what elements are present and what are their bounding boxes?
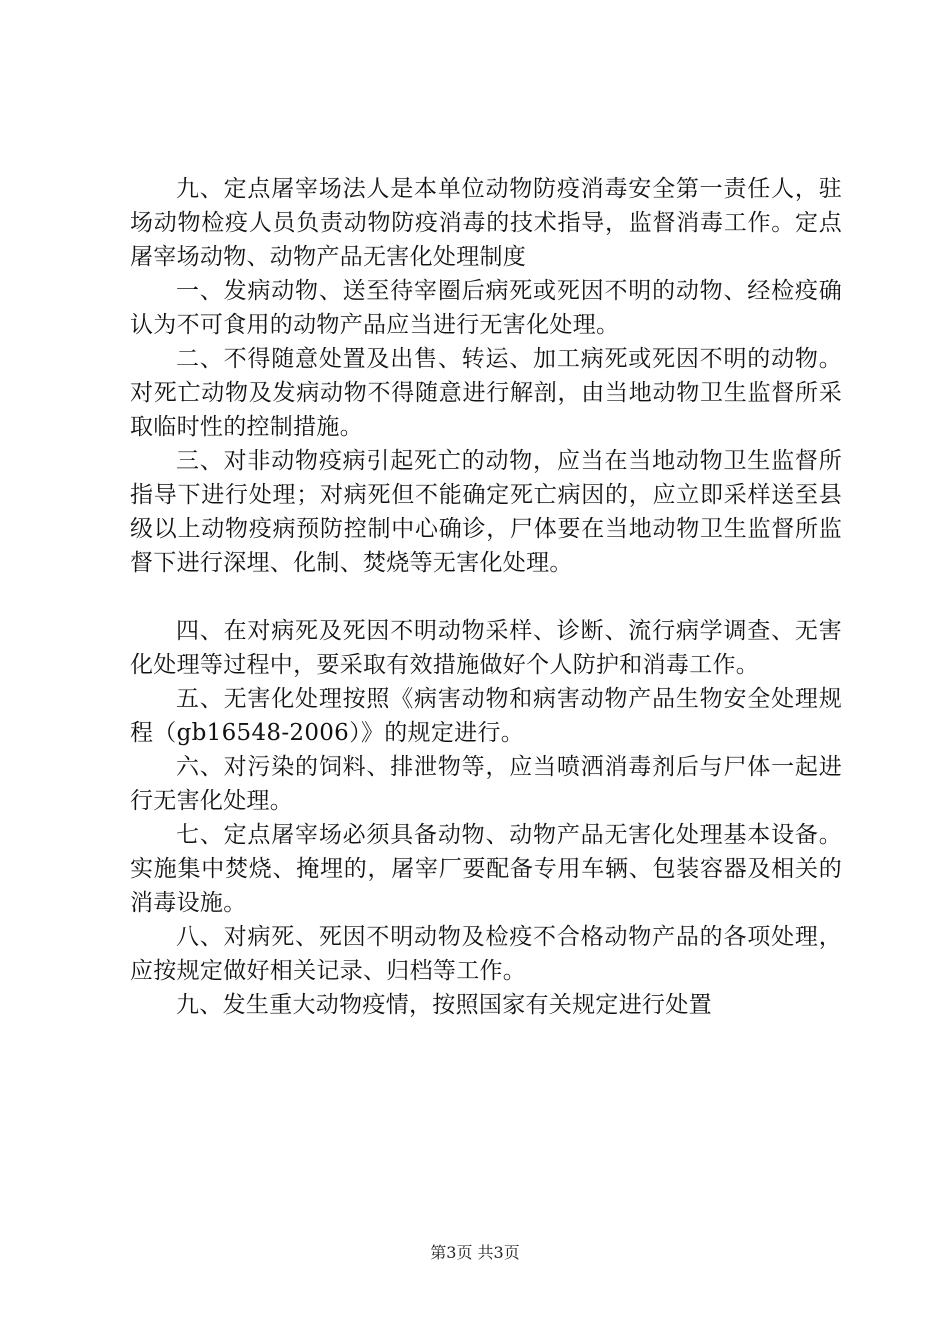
paragraph-rule-6: 六、对污染的饲料、排泄物等，应当喷洒消毒剂后与尸体一起进行无害化处理。: [130, 754, 842, 814]
paragraph-rule-9-responsibility: 九、定点屠宰场法人是本单位动物防疫消毒安全第一责任人，驻场动物检疫人员负责动物防疫消毒的技术指导，监督消毒工作。定点屠宰场动物、动物产品无害化处理制度: [130, 176, 842, 270]
paragraph-rule-5: 五、无害化处理按照《病害动物和病害动物产品生物安全处理规程（gb16548-2006）》的规定进行。: [130, 686, 842, 746]
paragraph-rule-9-major-epidemic: 九、发生重大动物疫情，按照国家有关规定进行处置: [176, 992, 712, 1018]
page-footer: [0, 1243, 950, 1263]
paragraph-rule-7: 七、定点屠宰场必须具备动物、动物产品无害化处理基本设备。实施集中焚烧、掩埋的，屠宰厂要配备专用车辆、包装容器及相关的消毒设施。: [130, 822, 842, 916]
paragraph-spacer: [130, 580, 842, 614]
document-body: [130, 172, 842, 1022]
paragraph-rule-3: 三、对非动物疫病引起死亡的动物，应当在当地动物卫生监督所指导下进行处理；对病死但不能确定死亡病因的，应立即采样送至县级以上动物疫病预防控制中心确诊，尸体要在当地动物卫生监督所监督下进行深埋、化制、焚烧等无害化处理。: [130, 448, 842, 576]
page-indicator: 第3页 共3页: [430, 1243, 520, 1262]
paragraph-rule-4: 四、在对病死及死因不明动物采样、诊断、流行病学调查、无害化处理等过程中，要采取有效措施做好个人防护和消毒工作。: [130, 618, 842, 678]
paragraph-rule-1: 一、发病动物、送至待宰圈后病死或死因不明的动物、经检疫确认为不可食用的动物产品应当进行无害化处理。: [130, 278, 842, 338]
paragraph-rule-8: 八、对病死、死因不明动物及检疫不合格动物产品的各项处理，应按规定做好相关记录、归档等工作。: [130, 924, 842, 984]
paragraph-rule-2: 二、不得随意处置及出售、转运、加工病死或死因不明的动物。对死亡动物及发病动物不得随意进行解剖，由当地动物卫生监督所采取临时性的控制措施。: [130, 346, 842, 440]
